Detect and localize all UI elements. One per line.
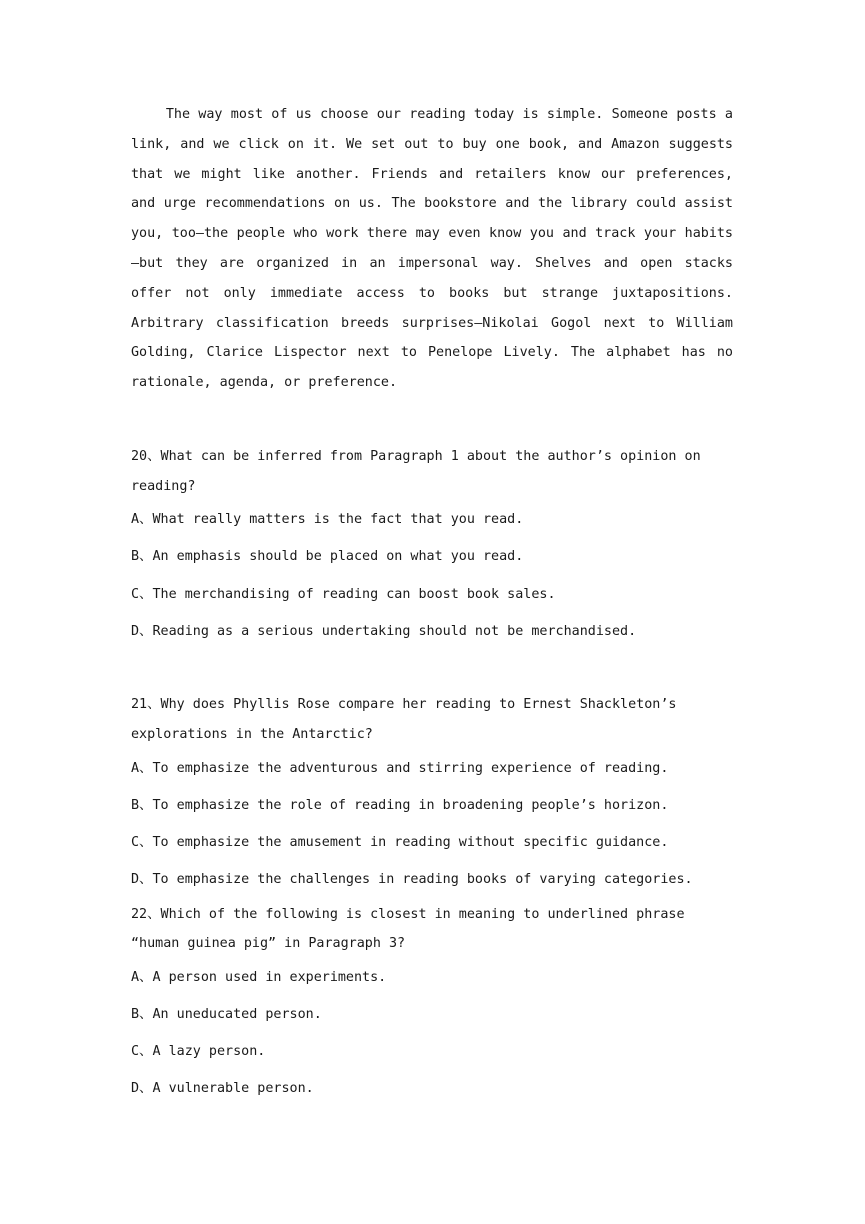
option-d: D、Reading as a serious undertaking should not be merchandised. [131, 623, 637, 639]
option-c: C、To emphasize the amusement in reading without specific guidance. [131, 834, 669, 850]
option-a: A、To emphasize the adventurous and stirring experience of reading. [131, 760, 669, 776]
option-a: A、What really matters is the fact that you read. [131, 512, 524, 528]
question-22 [131, 899, 733, 1108]
reading-passage: The way most of us choose our reading today is simple. Someone posts a link, and we click on it. We set out to buy one book, and Amazon suggests that we might like another. Friends and retailers know our preferences, and urge recommendations on us. The bookstore and the library could assist you, too—the people who work there may even know you and track your habits—but they are organized in an impersonal way. Shelves and open stacks offer not only immediate access to books but strange juxtapositions. Arbitrary classification breeds surprises—Nikolai Gogol next to William Golding, Clarice Lispector next to Penelope Lively. The alphabet has no rationale, agenda, or preference. [131, 107, 733, 391]
question-21 [131, 690, 733, 898]
option-b: B、An emphasis should be placed on what you read. [131, 549, 524, 565]
option-d: D、A vulnerable person. [131, 1081, 314, 1097]
option-b: B、To emphasize the role of reading in broadening people’s horizon. [131, 797, 669, 813]
option-c: C、A lazy person. [131, 1044, 266, 1060]
option-c: C、The merchandising of reading can boost book sales. [131, 586, 556, 602]
option-a: A、A person used in experiments. [131, 969, 387, 985]
option-d: D、To emphasize the challenges in reading books of varying categories. [131, 872, 693, 888]
question-stem: 20、What can be inferred from Paragraph 1 about the author’s opinion on reading? [131, 448, 701, 494]
option-b: B、An uneducated person. [131, 1007, 322, 1023]
question-20 [131, 442, 733, 650]
document-page [131, 100, 733, 1108]
question-stem: 22、Which of the following is closest in meaning to underlined phrase “human guinea pig” in Paragraph 3? [131, 906, 685, 952]
question-stem: 21、Why does Phyllis Rose compare her reading to Ernest Shackleton’s explorations in the Antarctic? [131, 697, 677, 743]
